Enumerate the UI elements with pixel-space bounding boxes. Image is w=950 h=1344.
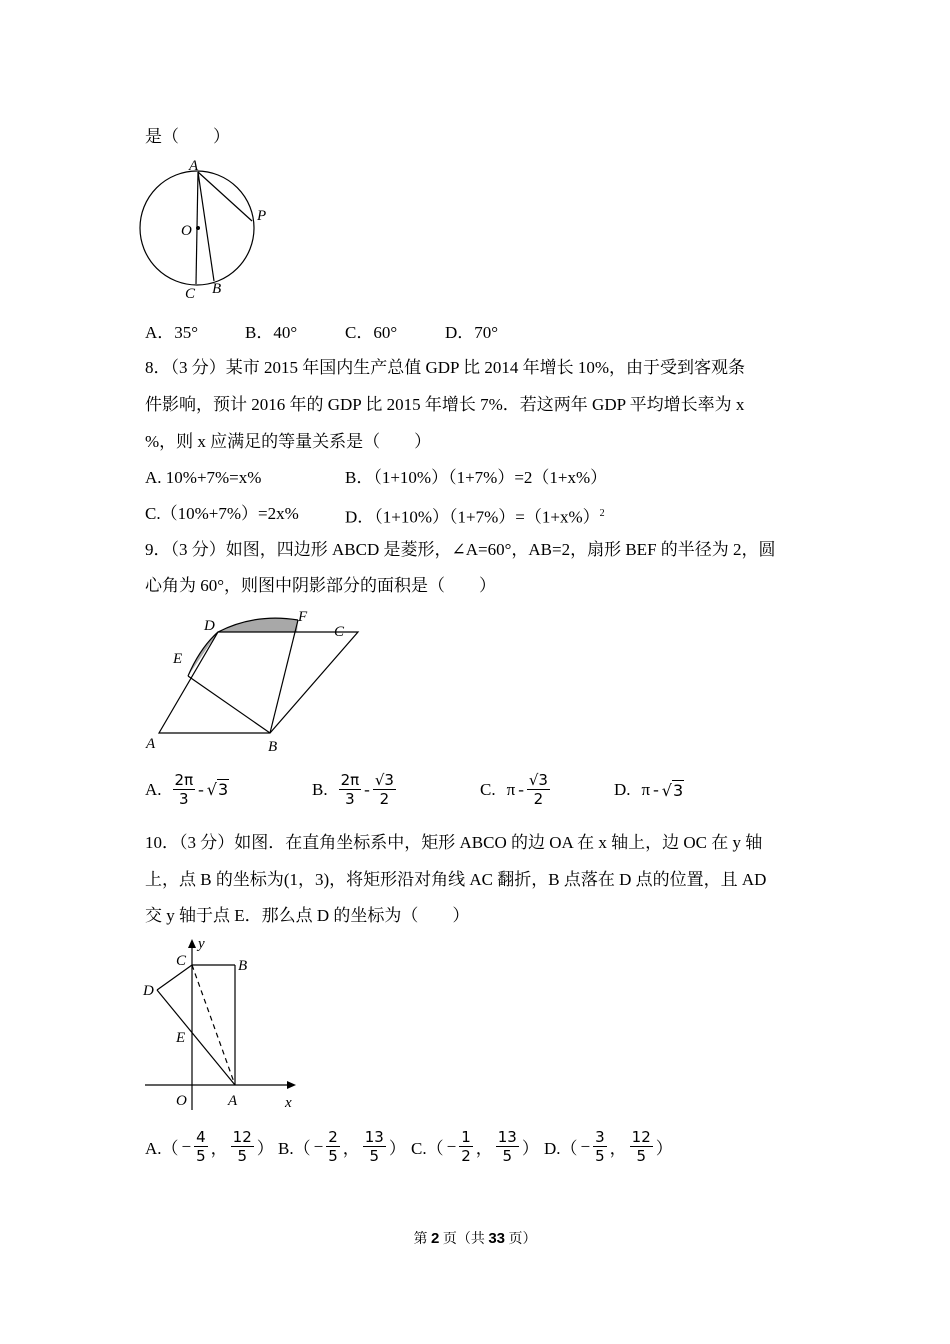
label-E: E	[173, 651, 183, 667]
label-C: C	[176, 953, 187, 969]
label-D: D	[204, 618, 215, 634]
label-F: F	[298, 609, 308, 625]
y-axis-arrow	[188, 939, 196, 948]
segment-CD	[157, 965, 192, 990]
page-footer: 第 2 页（共 33 页）	[413, 1230, 537, 1247]
q7-tail: 是（ ）	[145, 127, 230, 146]
q9-option-d: D. π - √3	[614, 780, 684, 800]
q10-option-a: A.（ − $\frac{4}{5}$ ， $\frac{12}{5}$ ）	[145, 1128, 274, 1165]
q10-option-d: D.（ − $\frac{3}{5}$ ， $\frac{12}{5}$ ）	[544, 1128, 673, 1165]
q10-line-1: 10．（3 分）如图．在直角坐标系中，矩形 ABCO 的边 OA 在 x 轴上，边 OC 在 y 轴	[145, 833, 763, 852]
q8-option-c: C.（10%+7%）=2x%	[145, 504, 299, 523]
segment-DA	[157, 990, 235, 1085]
center-point-O	[196, 226, 200, 230]
q7-option-b: B．40°	[245, 323, 298, 342]
q7-circle-figure	[138, 158, 278, 303]
q8-line-2: 件影响，预计 2016 年的 GDP 比 2015 年增长 7%．若这两年 GDP 平均增长率为 x	[145, 395, 745, 414]
chord-AB	[198, 172, 214, 281]
q7-option-d: D．70°	[445, 323, 499, 342]
q8-line-3: %，则 x 应满足的等量关系是（ ）	[145, 432, 432, 451]
q10-line-3: 交 y 轴于点 E．那么点 D 的坐标为（ ）	[145, 906, 470, 925]
page-total: 33	[488, 1230, 506, 1247]
label-O: O	[176, 1093, 187, 1109]
q9-option-b: B. $\frac{2\pi}{3}$ - $\frac{√3}{2}$	[312, 771, 394, 808]
q8-option-d: D．$(1+10\%)(1+7\%)=(1+x\%)^2$	[345, 507, 605, 527]
label-A: A	[228, 1093, 238, 1109]
q10-option-c: C.（ − $\frac{1}{2}$ ， $\frac{13}{5}$ ）	[411, 1128, 539, 1165]
q9-line-2: 心角为 60°，则图中阴影部分的面积是（ ）	[145, 576, 497, 595]
q10-line-2: 上，点 B 的坐标为(1，3)，将矩形沿对角线 AC 翻折，B 点落在 D 点的位置，且 AD	[145, 870, 767, 889]
segment-BE	[188, 676, 270, 733]
label-C: C	[334, 624, 345, 640]
label-A: A	[189, 158, 199, 174]
q9-line-1: 9．（3 分）如图，四边形 ABCD 是菱形，∠A=60°，AB=2，扇形 BEF 的半径为 2，圆	[145, 540, 776, 559]
q8-option-d-exponent: 2	[599, 508, 605, 519]
label-B: B	[238, 958, 248, 974]
q8-option-a: A. 10%+7%=x%	[145, 468, 262, 487]
label-y: y	[198, 936, 205, 952]
label-B: B	[268, 739, 278, 755]
q10-option-b: B.（ − $\frac{2}{5}$ ， $\frac{13}{5}$ ）	[278, 1128, 406, 1165]
rhombus-ABCD	[159, 632, 358, 733]
label-E: E	[176, 1030, 186, 1046]
q9-option-a: A. $\frac{2\pi}{3}$ - √3	[145, 771, 229, 808]
x-axis-arrow	[287, 1081, 296, 1089]
label-x: x	[285, 1095, 292, 1111]
q8-line-1: 8．（3 分）某市 2015 年国内生产总值 GDP 比 2014 年增长 10%，由于受到客观条	[145, 358, 746, 377]
q9-rhombus-figure	[140, 608, 365, 758]
q7-option-a: A．35°	[145, 323, 199, 342]
label-B: B	[212, 281, 222, 297]
q9-option-c: C. π - $\frac{√3}{2}$	[480, 771, 548, 808]
label-O: O	[181, 223, 192, 239]
label-A: A	[146, 736, 156, 752]
diagonal-CA	[192, 965, 235, 1085]
page-number: 2	[430, 1230, 440, 1247]
q7-option-c: C．60°	[345, 323, 398, 342]
q8-option-b: B．（1+10%）（1+7%）=2（1+x%）	[345, 468, 608, 487]
label-D: D	[143, 983, 154, 999]
label-C: C	[185, 286, 196, 302]
shaded-region-top	[218, 618, 298, 632]
label-P: P	[257, 208, 267, 224]
q10-coordinate-figure	[140, 935, 305, 1115]
